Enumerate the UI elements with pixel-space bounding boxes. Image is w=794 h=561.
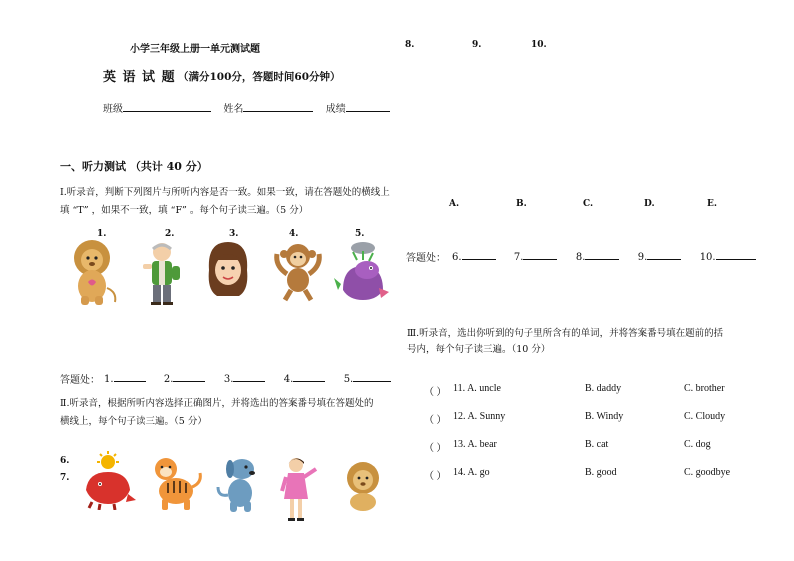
picture-letter: D.: [644, 199, 655, 209]
option-c: C. Cloudy: [684, 411, 726, 422]
option-c: C. goodbye: [684, 467, 731, 478]
option-c: C. dog: [684, 439, 711, 450]
tiger-picture: [146, 455, 202, 511]
picture-letter: A.: [449, 199, 460, 209]
part1-instruction-line2: 填 “T” ，如果不一致，填 “F” 。每个句子读三遍。（5 分）: [60, 205, 309, 216]
answer-bracket[interactable]: （ ）: [424, 387, 447, 398]
answer-blank[interactable]: [233, 371, 265, 382]
part2-answer-label: 答题处：: [406, 253, 446, 264]
pic-number: 3.: [229, 229, 239, 239]
picture-letter: E.: [707, 199, 717, 209]
picture-letter: C.: [583, 199, 594, 209]
pic-number: 1.: [97, 229, 107, 239]
answer-blank[interactable]: [353, 371, 391, 382]
part3-instruction-line2: 号内，每个句子读三遍。（10 分）: [407, 344, 551, 355]
exam-subtitle: 小学三年级上册一单元测试题: [130, 44, 260, 55]
option-a: 13. A. bear: [453, 439, 497, 450]
class-field[interactable]: [123, 101, 211, 112]
option-a: 12. A. Sunny: [453, 411, 506, 422]
option-b: B. daddy: [585, 383, 622, 394]
dog-picture: [216, 455, 264, 513]
option-c: C. brother: [684, 383, 725, 394]
part1-answer-label: 答题处：: [60, 375, 100, 386]
answer-number: 5.: [343, 374, 354, 385]
part2-answer-row: [452, 249, 756, 263]
part1-answer-row: [104, 371, 391, 385]
answer-blank[interactable]: [716, 249, 756, 260]
pic-number: 5.: [355, 229, 365, 239]
option-a: 14. A. go: [453, 467, 490, 478]
lion-picture: [62, 238, 120, 306]
girl-picture: [203, 240, 253, 298]
teacher-picture: [278, 455, 322, 525]
pic-number: 2.: [165, 229, 175, 239]
part2-instruction-line2: 横线上，每个句子读三遍。（5 分）: [60, 416, 207, 427]
answer-number: 3.: [223, 374, 234, 385]
answer-number: 6.: [452, 252, 462, 263]
part1-instruction-line1: Ⅰ.听录音，判断下列图片与所听内容是否一致。如果一致，请在答题处的横线上: [60, 187, 390, 198]
answer-bracket[interactable]: （ ）: [424, 415, 447, 426]
exam-title: 英 语 试 题: [103, 70, 176, 85]
answer-bracket[interactable]: （ ）: [424, 443, 447, 454]
grade-label: 成绩: [325, 104, 346, 115]
sun-dragon-picture: [78, 450, 138, 510]
class-label: 班级: [103, 104, 123, 115]
score-note: （满分100分，答题时间60分钟）: [178, 71, 341, 83]
answer-number: 2.: [163, 374, 174, 385]
option-b: B. Windy: [585, 411, 624, 422]
answer-bracket[interactable]: （ ）: [424, 471, 447, 482]
answer-blank[interactable]: [585, 249, 619, 260]
pic-number: 4.: [289, 229, 299, 239]
monkey-picture: [270, 240, 326, 302]
question-number: 10.: [531, 40, 547, 50]
question-number: 6.: [60, 456, 70, 466]
option-b: B. good: [585, 467, 617, 478]
name-field[interactable]: [243, 101, 313, 112]
question-number: 7.: [60, 473, 70, 483]
option-b: B. cat: [585, 439, 609, 450]
dragon-picture: [333, 240, 391, 304]
answer-blank[interactable]: [647, 249, 681, 260]
answer-number: 8.: [575, 252, 586, 263]
grade-field[interactable]: [346, 101, 390, 112]
part3-instruction-line1: Ⅲ.听录音，选出你听到的句子里所含有的单词，并将答案番号填在题前的括: [407, 328, 724, 339]
answer-number: 7.: [513, 252, 524, 263]
info-line: [103, 100, 390, 115]
question-number: 9.: [472, 40, 482, 50]
part2-instruction-line1: Ⅱ.听录音，根据所听内容选择正确图片，并将选出的答案番号填在答题处的: [60, 398, 374, 409]
grandpa-picture: [137, 240, 187, 306]
question-number: 8.: [405, 40, 415, 50]
answer-number: 4.: [283, 374, 294, 385]
answer-number: 9.: [637, 252, 648, 263]
answer-blank[interactable]: [293, 371, 325, 382]
answer-blank[interactable]: [173, 371, 205, 382]
answer-blank[interactable]: [114, 371, 146, 382]
answer-blank[interactable]: [523, 249, 557, 260]
name-label: 姓名: [223, 104, 244, 115]
answer-number: 10.: [699, 252, 716, 263]
answer-number: 1.: [104, 374, 114, 385]
picture-letter: B.: [516, 199, 527, 209]
answer-blank[interactable]: [462, 249, 496, 260]
lion2-picture: [340, 460, 386, 512]
option-a: 11. A. uncle: [453, 383, 501, 394]
section-heading: 一、听力测试 （共计 40 分）: [60, 160, 208, 173]
